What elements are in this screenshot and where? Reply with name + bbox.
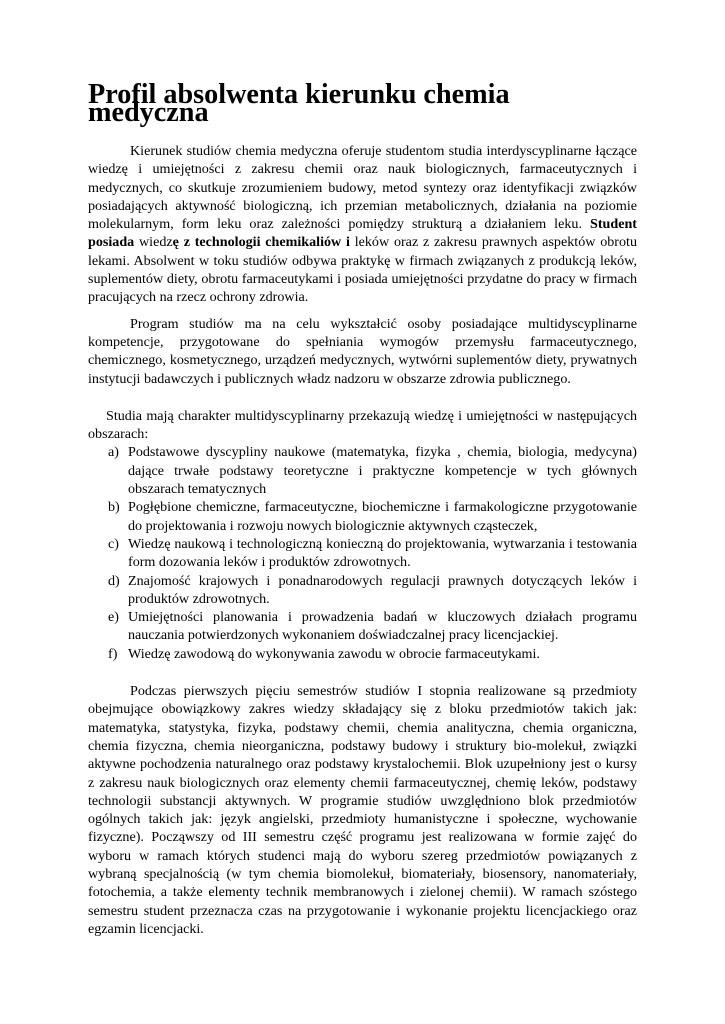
paragraph-areas-intro: Studia mają charakter multidyscyplinarny przekazują wiedzę i umiejętności w następujących obszarach: [88, 407, 637, 443]
para1-text-b: wiedz [134, 234, 173, 251]
para1-bold-b: ę z technologii chemikaliów i [172, 234, 350, 251]
list-item [108, 498, 637, 535]
list-item-text: Umiejętności planowania i prowadzenia badań w kluczowych działach programu nauczania potwierdzonych wykonaniem doświadczalnej pracy licencjackiej. [128, 609, 637, 644]
list-item-label: c) [108, 535, 119, 552]
list-item-text: Wiedzę naukową i technologiczną konieczną do projektowania, wytwarzania i testowania form dozowania leków i produktów zdrowotnych. [128, 535, 637, 571]
para1-text-c: leków oraz z zakresu prawnych aspektów obrotu lekami. Absolwent w toku studiów odbywa praktykę w firmach związanych z produkcją leków, suplementów diety, obrotu farmaceutykami i posiada umiejętności przydatne do pracy w firmach pracujących na rzecz ochrony zdrowia. [88, 234, 637, 306]
list-item-label: b) [108, 499, 120, 516]
list-item [108, 572, 637, 609]
para1-bold-a: Student posiada [88, 216, 637, 251]
para1-text-a: Kierunek studiów chemia medyczna oferuje studentom studia interdyscyplinarne łączące wiedzę i umiejętności z zakresu chemii oraz nauk biologicznych, farmaceutycznych i medycznych, co skutkuje zrozumieniem budowy, metod syntezy oraz identyfikacji związków posiadających aktywność biologiczną, ich przemian metabolicznych, działania na poziomie molekularnym, form leku oraz zależności pomiędzy strukturą a działaniem leku. [88, 143, 637, 233]
list-item [108, 645, 637, 663]
list-item-text: Wiedzę zawodową do wykonywania zawodu w obrocie farmaceutykami. [128, 645, 540, 662]
paragraph-program-description [88, 142, 637, 307]
document-title: Profil absolwenta kierunku chemia medyczna [88, 79, 510, 129]
list-item-text: Znajomość krajowych i ponadnarodowych regulacji prawnych dotyczących leków i produktów zdrowotnych. [128, 572, 637, 607]
list-item-text: Podstawowe dyscypliny naukowe (matematyka, fizyka , chemia, biologia, medycyna) dające trwałe podstawy teoretyczne i praktyczne kompetencje w tych głównych obszarach tematycznych [128, 444, 637, 498]
list-item [108, 608, 637, 645]
list-item-label: a) [108, 444, 119, 461]
list-item [108, 443, 637, 498]
list-item-label: f) [108, 645, 118, 662]
list-item-text: Pogłębione chemiczne, farmaceutyczne, biochemiczne i farmakologiczne przygotowanie do projektowania i rozwoju nowych biologicznie aktywnych cząsteczek, [128, 499, 637, 534]
paragraph-curriculum: Podczas pierwszych pięciu semestrów studiów I stopnia realizowane są przedmioty obejmujące obowiązkowy zakres wiedzy składający się z bloku przedmiotów takich jak: matematyka, statystyka, fizyka, podstawy chemii, chemia analityczna, chemia organiczna, chemia fizyczna, chemia nieorganiczna, podstawy budowy i struktury bio-molekuł, związki aktywne pochodzenia naturalnego oraz podstawy krystalochemii. Blok uzupełniony jest o kursy z zakresu nauk biologicznych oraz elementy chemii farmaceutycznej, chemię leków, podstawy technologii substancji aktywnych. W programie studiów uwzględniono blok przedmiotów ogólnych takich jak: język angielski, przedmioty humanistyczne i społeczne, wychowanie fizyczne). Począwszy od III semestru część programu jest realizowana w formie zajęć do wyboru w ramach których studenci mają do wyboru szereg przedmiotów powiązanych z wybraną specjalnością (w tym chemia biomolekuł, biomateriały, biosensory, nanomateriały, fotochemia, a także elementy technik membranowych i zielonej chemii). W ramach szóstego semestru student przeznacza czas na przygotowanie i wykonanie projektu licencjackiego oraz egzamin licencjacki. [88, 683, 637, 937]
areas-list [88, 443, 637, 663]
paragraph-program-goals: Program studiów ma na celu wykształcić osoby posiadające multidyscyplinarne kompetencje, przygotowane do spełniania wymogów przemysłu farmaceutycznego, chemicznego, kosmetycznego, urządzeń medycznych, wytwórni suplementów diety, prywatnych instytucji badawczych i publicznych władz nadzoru w obszarze zdrowia publicznego. [88, 315, 637, 387]
list-item-label: d) [108, 572, 120, 589]
list-item [108, 535, 637, 572]
list-item-label: e) [108, 609, 119, 626]
